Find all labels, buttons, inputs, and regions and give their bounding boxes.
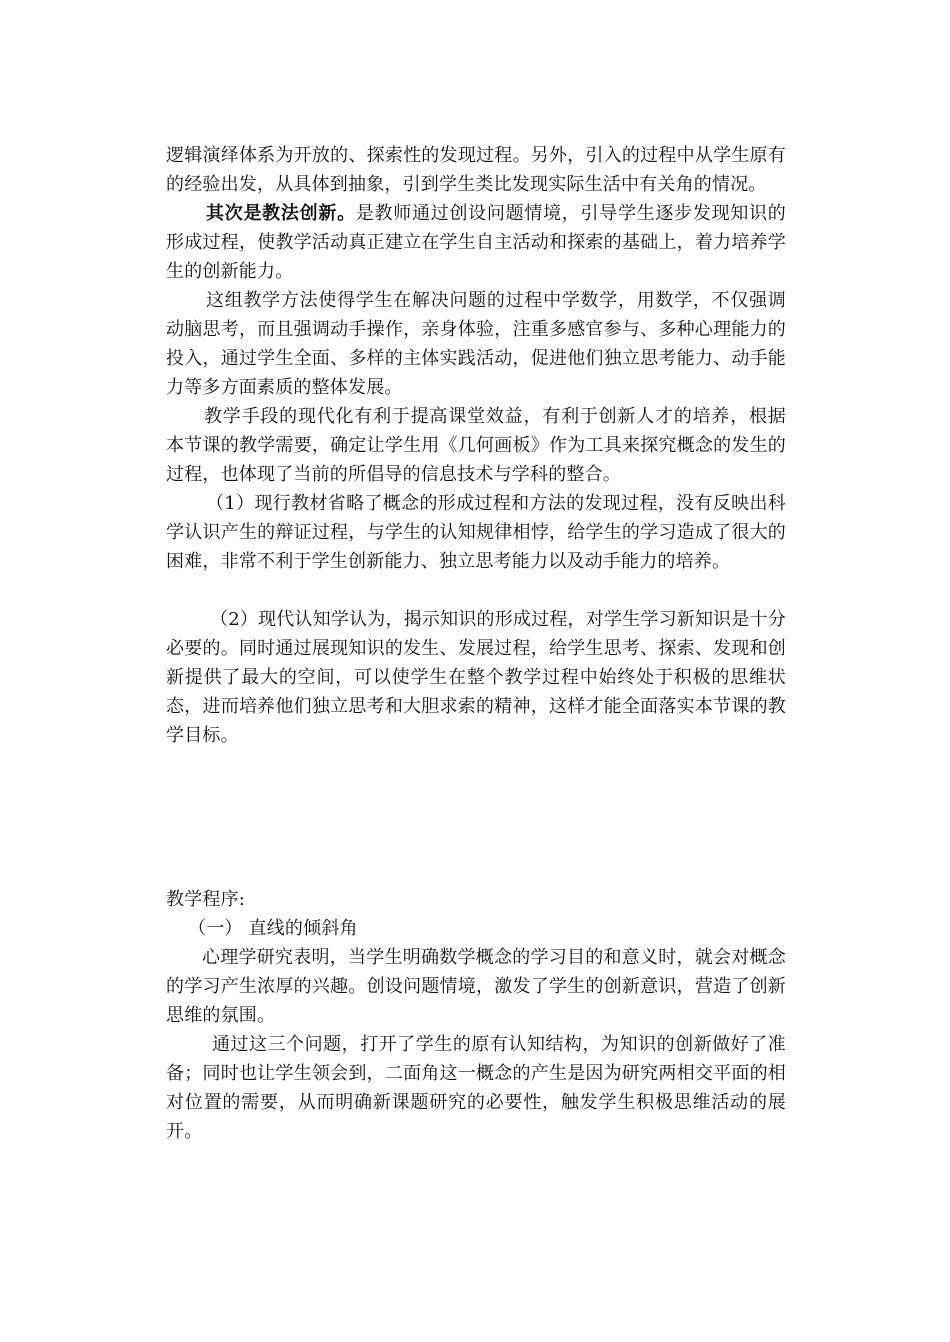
paragraph-three-questions: 通过这三个问题，打开了学生的原有认知结构，为知识的创新做好了准备；同时也让学生领会到，二面角这一概念的产生是因为研究两相交平面的相对位置的需要，从而明确新课题研究的必要性，触发学生积极思维活动的展开。 [166, 1034, 786, 1142]
blank-line [166, 576, 786, 605]
section-subheading: （一） 直线的倾斜角 [188, 918, 358, 939]
bold-lead-text: 其次是教法创新。 [206, 203, 356, 224]
paragraph-psychology: 心理学研究表明，当学生明确数学概念的学习目的和意义时，就会对概念的学习产生浓厚的兴趣。创设问题情境，激发了学生的创新意识，营造了创新思维的氛围。 [166, 947, 786, 1026]
lower-text-section [166, 885, 786, 1146]
paragraph-teaching-innovation-body: 是教师通过创设问题情境，引导学生逐步发现知识的形成过程，使教学活动真正建立在学生自主活动和探索的基础上，着力培养学生的创新能力。 [166, 203, 786, 282]
paragraph-point-1: （1）现行教材省略了概念的形成过程和方法的发现过程，没有反映出科学认识产生的辩证过程，与学生的认知规律相悖，给学生的学习造成了很大的困难，非常不利于学生创新能力、独立思考能力以及动手能力的培养。 [166, 493, 786, 572]
upper-text-section [166, 141, 786, 750]
paragraph-logic-deduction: 逻辑演绎体系为开放的、探索性的发现过程。另外，引入的过程中从学生原有的经验出发，从具体到抽象，引到学生类比发现实际生活中有关角的情况。 [166, 145, 786, 195]
paragraph-teaching-method: 这组教学方法使得学生在解决问题的过程中学数学，用数学，不仅强调动脑思考，而且强调动手操作，亲身体验，注重多感官参与、多种心理能力的投入，通过学生全面、多样的主体实践活动，促进他们独立思考能力、动手能力等多方面素质的整体发展。 [166, 290, 786, 398]
paragraph-teaching-innovation [166, 199, 786, 286]
section-heading: 教学程序: [166, 889, 246, 910]
paragraph-teaching-means: 教学手段的现代化有利于提高课堂效益，有利于创新人才的培养，根据本节课的教学需要，确定让学生用《几何画板》作为工具来探究概念的发生的过程，也体现了当前的所倡导的信息技术与学科的整合。 [166, 406, 786, 485]
paragraph-point-2: （2）现代认知学认为，揭示知识的形成过程，对学生学习新知识是十分必要的。同时通过展现知识的发生、发展过程，给学生思考、探索、发现和创新提供了最大的空间，可以使学生在整个教学过程中始终处于积极的思维状态，进而培养他们独立思考和大胆求索的精神，这样才能全面落实本节课的教学目标。 [166, 609, 786, 746]
